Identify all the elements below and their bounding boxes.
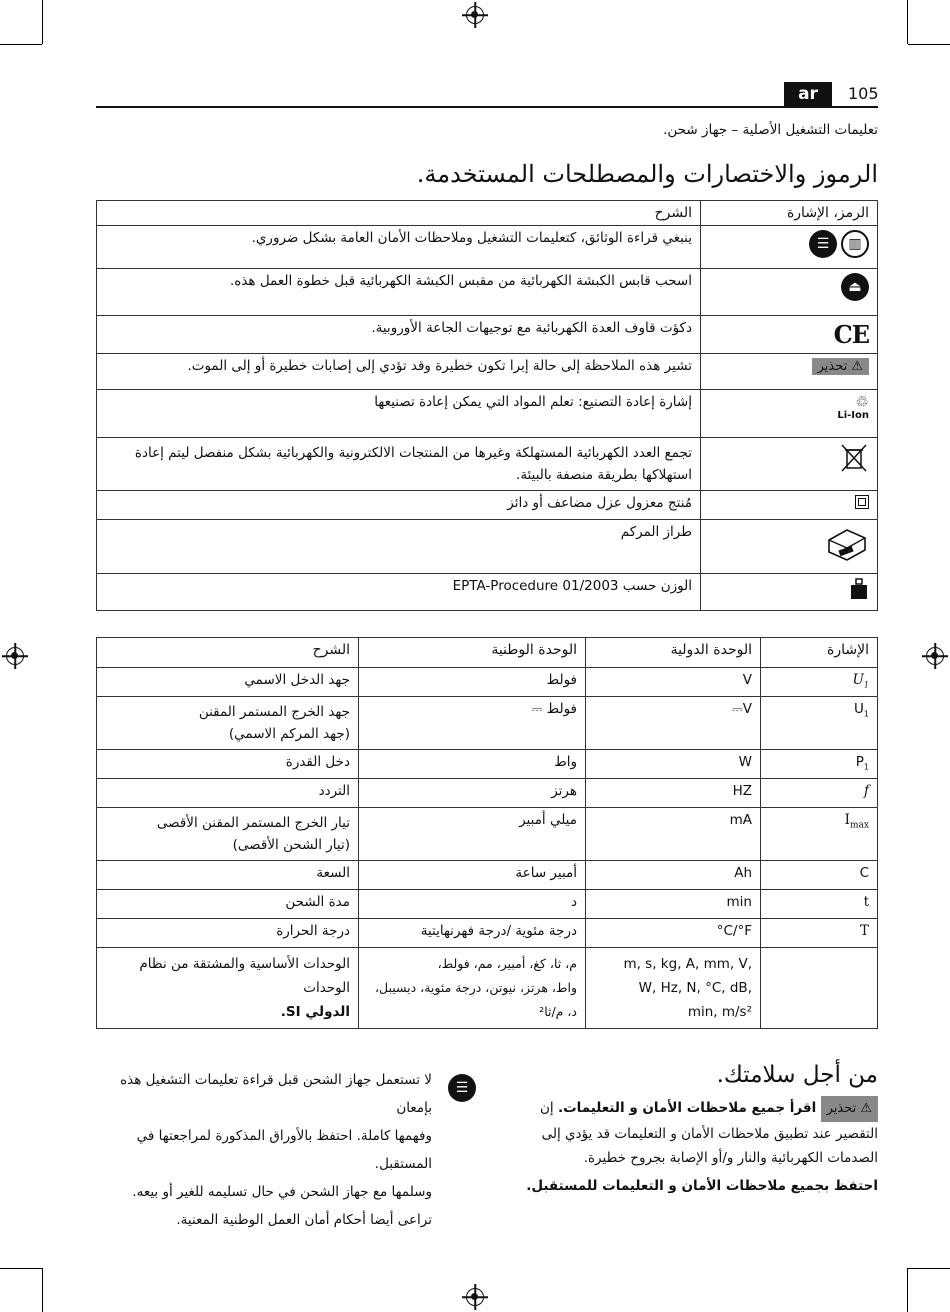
safety-title: من أجل سلامتك.: [716, 1062, 878, 1088]
description-line: (تيار الشحن الأقصى): [232, 837, 350, 853]
weight-icon: [849, 578, 869, 600]
safety-paragraph: إن التقصير عند تطبيق ملاحظات الأمان و التعليمات قد يؤدي إلى الصدمات الكهربائية والنار و/أو الإصابة بجروح خطيرة.: [539, 1100, 878, 1166]
registration-mark-icon: [466, 1288, 484, 1306]
symbol-text: U: [852, 672, 864, 688]
unit-line: م، ثا، كغ، أمبير، مم، فولط،: [437, 956, 577, 971]
intl-unit-cell: V⎓: [586, 697, 761, 750]
unplug-icon: ⏏: [841, 273, 869, 301]
symbol-cell: t: [761, 890, 878, 919]
table-row: [97, 668, 878, 697]
charger-notice-block: [96, 1066, 476, 1234]
double-insulation-icon: [855, 495, 869, 509]
national-unit-cell: درجة مئوية /درجة فهرنهايتية: [359, 919, 586, 948]
col-header-symbol: الرمز، الإشارة: [701, 201, 878, 226]
read-instructions-icon: ☰: [809, 230, 837, 258]
unit-line: واط، هرتز، نيوتن، درجة مئوية، ديسيبل،: [374, 980, 577, 995]
crossed-bin-icon: [839, 442, 869, 474]
national-unit-cell: فولط: [359, 668, 586, 697]
unit-line: W, Hz, N, °C, dB,: [638, 980, 752, 996]
description-cell: [97, 697, 359, 750]
crop-mark: [908, 1268, 950, 1269]
description-cell: درجة الحرارة: [97, 919, 359, 948]
intl-unit-cell: Ah: [586, 861, 761, 890]
units-table: [96, 637, 878, 1029]
notice-line: تراعى أيضا أحكام أمان العمل الوطنية المعنية.: [176, 1212, 432, 1228]
symbol-subscript: max: [850, 820, 869, 831]
crop-mark: [42, 1268, 43, 1312]
warning-label: تحذير: [826, 1101, 857, 1116]
col-header-description: الشرح: [97, 638, 359, 668]
symbol-subscript: 1: [863, 680, 869, 690]
table-row: [97, 316, 878, 354]
crop-mark: [907, 1268, 908, 1312]
symbol-cell: [701, 491, 878, 520]
symbol-text: I: [844, 812, 851, 828]
unit-line: min, m/s²: [687, 1004, 752, 1020]
table-row: [97, 808, 878, 861]
national-unit-cell: ميلي أمبير: [359, 808, 586, 861]
intl-unit-cell: mA: [586, 808, 761, 861]
intl-unit-cell: V: [586, 668, 761, 697]
description-cell: ينبغي قراءة الوثائق، كتعليمات التشغيل وملاحظات الأمان العامة بشكل ضروري.: [97, 226, 701, 269]
table-row: [97, 890, 878, 919]
table-row: [97, 226, 878, 269]
description-cell: السعة: [97, 861, 359, 890]
description-cell: التردد: [97, 779, 359, 808]
unit-line: m, s, kg, A, mm, V,: [623, 956, 752, 972]
description-cell: إشارة إعادة التصنيع: تعلم المواد التي يمكن إعادة تصنيعها: [97, 390, 701, 438]
battery-pack-icon: [825, 524, 869, 564]
symbol-cell: [701, 226, 878, 269]
table-row: [97, 574, 878, 611]
symbol-cell: [701, 574, 878, 611]
crop-mark: [908, 44, 950, 45]
description-cell: مدة الشحن: [97, 890, 359, 919]
symbol-cell: [761, 779, 878, 808]
symbol-cell: [701, 269, 878, 316]
safety-lead: اقرأ جميع ملاحظات الأمان و التعليمات.: [557, 1100, 817, 1116]
symbol-subscript: 1: [863, 762, 869, 772]
warning-badge: ⚠ تحذير: [821, 1096, 878, 1122]
col-header-national-unit: الوحدة الوطنية: [359, 638, 586, 668]
safety-keep: احتفظ بجميع ملاحظات الأمان و التعليمات للمستقبل.: [526, 1178, 878, 1194]
national-unit-cell: فولط ⎓: [359, 697, 586, 750]
li-ion-label: Li-Ion: [837, 410, 869, 421]
national-unit-cell: هرتز: [359, 779, 586, 808]
intl-unit-cell: [586, 948, 761, 1029]
description-cell: دخل القدرة: [97, 750, 359, 779]
intl-unit-cell: min: [586, 890, 761, 919]
page-number: 105: [848, 84, 879, 103]
symbol-subscript: 1: [863, 709, 869, 719]
table-row: [97, 779, 878, 808]
table-row: [97, 948, 878, 1029]
intl-unit-cell: °C/°F: [586, 919, 761, 948]
recycle-icon: ♲: [855, 393, 869, 411]
symbol-cell: [701, 316, 878, 354]
symbol-cell: [701, 520, 878, 574]
warning-badge: ⚠ تحذير: [812, 358, 869, 375]
running-title: تعليمات التشغيل الأصلية – جهاز شحن.: [663, 122, 878, 138]
symbol-text: P: [855, 754, 864, 770]
symbol-cell: [761, 750, 878, 779]
symbol-cell: C: [761, 861, 878, 890]
symbol-cell: [761, 948, 878, 1029]
header-rule: [96, 106, 878, 108]
notice-line: وسلمها مع جهاز الشحن في حال تسليمه للغير أو بيعه.: [132, 1184, 432, 1200]
national-unit-cell: [359, 948, 586, 1029]
table-row: [97, 750, 878, 779]
table-row: [97, 354, 878, 390]
notice-line: لا تستعمل جهاز الشحن قبل قراءة تعليمات التشغيل هذه بإمعان: [120, 1072, 432, 1116]
description-cell: تشير هذه الملاحظة إلى حالة إبرا تكون خطيرة وقد تؤدي إلى إصابات خطيرة أو إلى الموت.: [97, 354, 701, 390]
symbol-cell: [701, 438, 878, 491]
table-row: [97, 491, 878, 520]
col-header-symbol: الإشارة: [761, 638, 878, 668]
notice-line: وفهمها كاملة. احتفظ بالأوراق المذكورة لمراجعتها في المستقبل.: [136, 1128, 432, 1172]
col-header-intl-unit: الوحدة الدولية: [586, 638, 761, 668]
description-cell: دكؤت قاوف العدة الكهربائية مع توجيهات الجاعة الأوروبية.: [97, 316, 701, 354]
col-header-description: الشرح: [97, 201, 701, 226]
table-row: [97, 520, 878, 574]
table-row: [97, 390, 878, 438]
description-line: جهد الخرج المستمر المقنن: [198, 704, 350, 720]
national-unit-cell: أمبير ساعة: [359, 861, 586, 890]
description-cell: جهد الدخل الاسمي: [97, 668, 359, 697]
symbol-cell: [701, 354, 878, 390]
description-cell: [97, 574, 701, 611]
description-cell: مُنتج معزول عزل مضاعف أو دائز: [97, 491, 701, 520]
crop-mark: [42, 0, 43, 44]
ce-mark-icon: CE: [833, 320, 869, 349]
symbol-cell: [761, 808, 878, 861]
description-cell: [97, 948, 359, 1029]
national-unit-cell: د: [359, 890, 586, 919]
description-line: الدولي SI.: [280, 1004, 350, 1020]
description-cell: [97, 808, 359, 861]
crop-mark: [0, 44, 42, 45]
description-line: (جهد المركم الاسمي): [228, 726, 350, 742]
description-cell: تجمع العدد الكهربائية المستهلكة وغيرها من المنتجات الالكترونية والكهربائية بشكل منفصل ليتم إعادة استهلاكها بطريقة منصفة بالبيئة.: [97, 438, 701, 491]
crop-mark: [0, 1268, 42, 1269]
read-instructions-icon: ☰: [448, 1074, 476, 1102]
symbols-table: [96, 200, 878, 611]
table-row: [97, 269, 878, 316]
read-manual-icon: ▥: [841, 230, 869, 258]
intl-unit-cell: HZ: [586, 779, 761, 808]
registration-mark-icon: [926, 647, 944, 665]
warning-label: تحذير: [817, 359, 848, 374]
language-tab: ar: [784, 82, 832, 106]
symbol-text: U: [854, 701, 864, 717]
unit-line: د، م/ثا²: [539, 1004, 577, 1019]
description-line: تيار الخرج المستمر المقنن الأقصى: [156, 815, 350, 831]
intl-unit-cell: W: [586, 750, 761, 779]
description-line: الوحدات الأساسية والمشتقة من نظام الوحدات: [139, 956, 350, 996]
registration-mark-icon: [466, 6, 484, 24]
crop-mark: [907, 0, 908, 44]
national-unit-cell: واط: [359, 750, 586, 779]
symbol-cell: T: [761, 919, 878, 948]
table-row: [97, 438, 878, 491]
symbol-cell: [701, 390, 878, 438]
table-row: [97, 697, 878, 750]
symbol-text: f: [864, 783, 869, 799]
weight-text: الوزن حسب EPTA-Procedure 01/2003: [452, 578, 692, 594]
registration-mark-icon: [6, 647, 24, 665]
table-row: [97, 861, 878, 890]
symbol-cell: [761, 697, 878, 750]
safety-warning-block: [500, 1096, 878, 1198]
section-title: الرموز والاختصارات والمصطلحات المستخدمة.: [416, 160, 878, 188]
description-cell: اسحب قابس الكبشة الكهربائية من مقبس الكبشة الكهربائية قبل خطوة العمل هذه.: [97, 269, 701, 316]
table-row: [97, 919, 878, 948]
description-cell: طراز المركم: [97, 520, 701, 574]
symbol-cell: [761, 668, 878, 697]
